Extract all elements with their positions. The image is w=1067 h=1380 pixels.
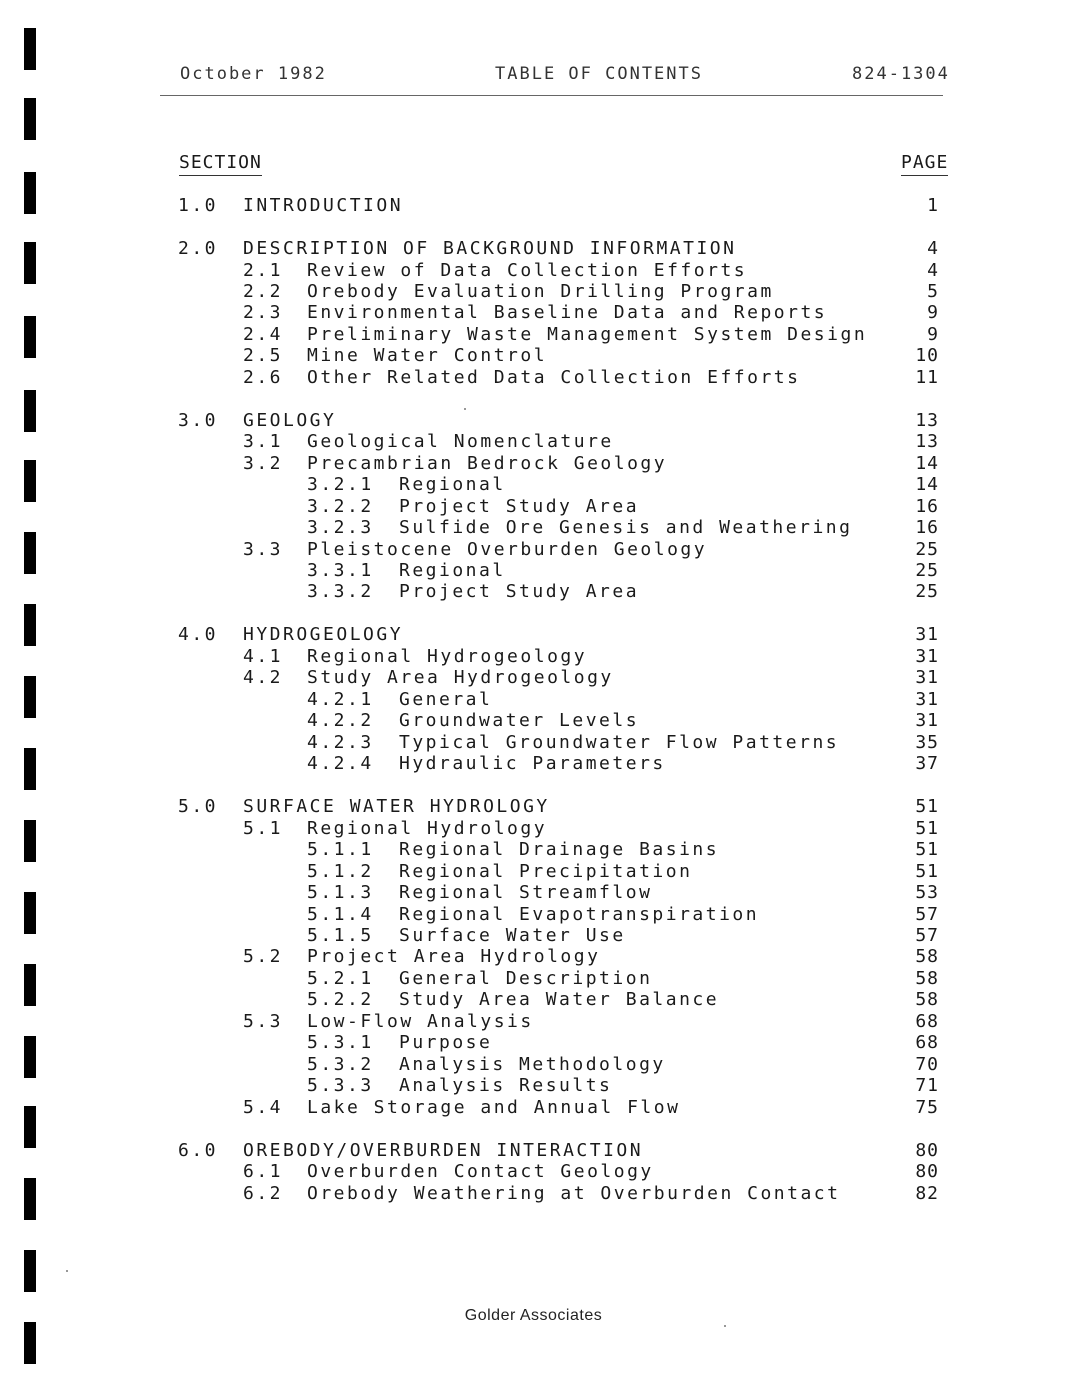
toc-entry-number: 5.3.1	[307, 1032, 374, 1054]
toc-entry-number: 3.2	[243, 452, 284, 474]
toc-entry-title: GEOLOGY	[243, 409, 337, 431]
toc-entry-page: 31	[915, 645, 939, 667]
toc-entry-page: 16	[915, 495, 939, 517]
toc-entry-number: 3.2.1	[307, 474, 374, 496]
toc-entry-title: Regional Precipitation	[399, 860, 693, 882]
toc-entry-number: 3.3.1	[307, 559, 374, 581]
toc-entry-page: 9	[927, 323, 939, 345]
toc-entry-title: Regional Hydrology	[307, 817, 548, 839]
scan-speck	[464, 408, 466, 410]
toc-entry-page: 13	[915, 431, 939, 453]
binding-mark	[24, 98, 36, 140]
toc-entry-number: 1.0	[178, 195, 219, 216]
toc-entry-title: Regional	[399, 474, 506, 496]
toc-entry	[0, 753, 1067, 775]
header-doc-number: 824-1304	[852, 64, 950, 84]
toc-entry	[0, 474, 1067, 496]
section-column-heading: SECTION	[179, 152, 262, 176]
footer-company: Golder Associates	[464, 1307, 603, 1324]
header-title: TABLE OF CONTENTS	[495, 64, 703, 84]
toc-entry-number: 4.2	[243, 667, 284, 689]
toc-entry-title: Purpose	[399, 1032, 493, 1054]
toc-entry-page: 11	[915, 366, 939, 388]
toc-entry-number: 2.3	[243, 302, 284, 324]
toc-entry	[0, 667, 1067, 689]
toc-entry-title: Project Study Area	[399, 495, 640, 517]
toc-entry-page: 25	[915, 538, 939, 560]
toc-entry-number: 5.4	[243, 1096, 284, 1118]
toc-entry-page: 53	[915, 882, 939, 903]
toc-entry-page: 51	[915, 796, 939, 818]
toc-entry-number: 2.0	[178, 238, 219, 259]
toc-entry	[0, 517, 1067, 539]
toc-entry-title: Other Related Data Collection Efforts	[307, 366, 801, 388]
toc-entry	[0, 345, 1067, 367]
toc-entry	[0, 818, 1067, 840]
toc-entry-title: HYDROGEOLOGY	[243, 624, 404, 646]
toc-entry-page: 80	[915, 1161, 939, 1182]
binding-mark	[24, 28, 36, 70]
toc-entry-title: Pleistocene Overburden Geology	[307, 538, 708, 560]
toc-entry-page: 80	[915, 1139, 939, 1161]
toc-entry	[0, 195, 1067, 217]
toc-entry-page: 51	[915, 839, 939, 861]
toc-entry-title: SURFACE WATER HYDROLOGY	[243, 796, 550, 818]
toc-entry-number: 5.1.5	[307, 924, 374, 946]
toc-entry-title: General Description	[399, 967, 653, 989]
toc-entry-title: DESCRIPTION OF BACKGROUND INFORMATION	[243, 238, 737, 259]
toc-entry-title: Study Area Hydrogeology	[307, 667, 614, 689]
toc-entry	[0, 324, 1067, 346]
toc-entry-number: 3.2.3	[307, 517, 374, 538]
toc-entry-number: 5.3.3	[307, 1075, 374, 1097]
toc-entry	[0, 410, 1067, 432]
toc-entry-title: Analysis Methodology	[399, 1053, 666, 1075]
toc-entry-title: Orebody Weathering at Overburden Contact	[307, 1182, 841, 1204]
toc-entry	[0, 646, 1067, 668]
toc-entry	[0, 710, 1067, 732]
binding-mark	[24, 1322, 36, 1364]
toc-entry-page: 4	[927, 238, 939, 259]
toc-entry-number: 4.1	[243, 645, 284, 667]
toc-entry	[0, 260, 1067, 282]
toc-entry-title: Regional	[399, 559, 506, 581]
toc-entry-title: Preliminary Waste Management System Design	[307, 323, 868, 345]
toc-entry	[0, 624, 1067, 646]
toc-entry-title: Project Area Hydrology	[307, 946, 601, 968]
toc-entry	[0, 946, 1067, 968]
toc-entry	[0, 431, 1067, 453]
toc-entry-title: Low-Flow Analysis	[307, 1010, 534, 1032]
toc-entry	[0, 732, 1067, 754]
header-date: October 1982	[180, 64, 327, 84]
toc-entry-page: 9	[927, 302, 939, 324]
toc-entry-title: Typical Groundwater Flow Patterns	[399, 731, 840, 753]
toc-entry-page: 31	[915, 624, 939, 646]
toc-entry-number: 5.0	[178, 796, 219, 818]
toc-entry-number: 2.5	[243, 345, 284, 367]
scan-speck	[66, 1270, 68, 1272]
toc-entry	[0, 1140, 1067, 1162]
toc-entry-title: Regional Streamflow	[399, 882, 653, 903]
toc-entry-title: Environmental Baseline Data and Reports	[307, 302, 828, 324]
toc-entry-page: 1	[927, 195, 939, 216]
page-column-heading: PAGE	[901, 152, 948, 176]
toc-entry-number: 2.2	[243, 281, 284, 302]
toc-entry-title: Review of Data Collection Efforts	[307, 259, 748, 281]
toc-entry-title: Regional Drainage Basins	[399, 839, 720, 861]
toc-entry-page: 57	[915, 903, 939, 925]
toc-entry-title: Regional Evapotranspiration	[399, 903, 760, 925]
toc-entry-number: 6.0	[178, 1139, 219, 1161]
toc-entry	[0, 904, 1067, 926]
toc-entry-title: Sulfide Ore Genesis and Weathering	[399, 517, 853, 538]
toc-entry-title: Hydraulic Parameters	[399, 753, 666, 775]
toc-entry	[0, 238, 1067, 260]
toc-entry-title: OREBODY/OVERBURDEN INTERACTION	[243, 1139, 644, 1161]
toc-entry-title: Orebody Evaluation Drilling Program	[307, 281, 774, 302]
toc-entry-title: Mine Water Control	[307, 345, 548, 367]
toc-entry	[0, 861, 1067, 883]
toc-entry-page: 14	[915, 452, 939, 474]
toc-entry-title: Groundwater Levels	[399, 710, 640, 732]
toc-entry-number: 6.2	[243, 1182, 284, 1204]
toc-entry-page: 25	[915, 581, 939, 603]
toc-entry-title: General	[399, 688, 493, 710]
toc-entry	[0, 1161, 1067, 1183]
toc-entry-title: Lake Storage and Annual Flow	[307, 1096, 681, 1118]
toc-entry-title: INTRODUCTION	[243, 195, 404, 216]
toc-entry-number: 5.2.2	[307, 989, 374, 1011]
toc-entry-number: 5.3	[243, 1010, 284, 1032]
toc-entry	[0, 882, 1067, 904]
toc-entry	[0, 1097, 1067, 1119]
toc-entry-page: 58	[915, 989, 939, 1011]
toc-entry-page: 58	[915, 967, 939, 989]
toc-entry-page: 82	[915, 1182, 939, 1204]
toc-entry-title: Geological Nomenclature	[307, 431, 614, 453]
toc-entry-number: 3.3	[243, 538, 284, 560]
toc-entry-title: Project Study Area	[399, 581, 640, 603]
header-rule	[160, 95, 943, 96]
toc-entry-number: 4.0	[178, 624, 219, 646]
toc-entry-number: 5.1	[243, 817, 284, 839]
toc-entry-number: 3.3.2	[307, 581, 374, 603]
toc-entry-title: Surface Water Use	[399, 924, 626, 946]
toc-entry	[0, 1032, 1067, 1054]
toc-entry-number: 4.2.1	[307, 688, 374, 710]
toc-entry-page: 10	[915, 345, 939, 367]
toc-entry	[0, 560, 1067, 582]
toc-entry	[0, 281, 1067, 303]
toc-entry-number: 4.2.3	[307, 731, 374, 753]
toc-entry-number: 4.2.4	[307, 753, 374, 775]
toc-entry-number: 5.2.1	[307, 967, 374, 989]
toc-entry-page: 31	[915, 667, 939, 689]
toc-entry-page: 31	[915, 688, 939, 710]
toc-entry-number: 5.3.2	[307, 1053, 374, 1075]
toc-entry-title: Precambrian Bedrock Geology	[307, 452, 668, 474]
toc-entry-number: 5.2	[243, 946, 284, 968]
toc-entry	[0, 581, 1067, 603]
toc-entry-number: 5.1.3	[307, 882, 374, 903]
toc-entry	[0, 1183, 1067, 1205]
toc-entry-page: 37	[915, 753, 939, 775]
toc-entry-title: Study Area Water Balance	[399, 989, 720, 1011]
toc-entry	[0, 1075, 1067, 1097]
toc-entry	[0, 539, 1067, 561]
toc-entry-page: 4	[927, 259, 939, 281]
toc-entry-page: 25	[915, 559, 939, 581]
toc-entry-title: Overburden Contact Geology	[307, 1161, 654, 1182]
toc-entry-title: Regional Hydrogeology	[307, 645, 588, 667]
toc-entry	[0, 1011, 1067, 1033]
toc-entry	[0, 302, 1067, 324]
toc-entry	[0, 968, 1067, 990]
toc-entry-number: 2.6	[243, 366, 284, 388]
scan-speck	[724, 1325, 726, 1327]
toc-entry-number: 3.0	[178, 409, 219, 431]
toc-entry	[0, 689, 1067, 711]
toc-entry-page: 75	[915, 1096, 939, 1118]
binding-mark	[24, 1250, 36, 1292]
toc-entry-page: 14	[915, 474, 939, 496]
toc-entry-page: 57	[915, 924, 939, 946]
toc-entry-page: 35	[915, 731, 939, 753]
toc-entry-page: 51	[915, 817, 939, 839]
toc-entry-page: 71	[915, 1075, 939, 1097]
toc-entry-page: 68	[915, 1010, 939, 1032]
toc-entry-page: 16	[915, 517, 939, 538]
toc-entry	[0, 496, 1067, 518]
toc-entry-number: 5.1.1	[307, 839, 374, 861]
toc-entry	[0, 796, 1067, 818]
toc-entry-page: 5	[927, 281, 939, 302]
toc-entry-number: 4.2.2	[307, 710, 374, 732]
toc-entry-page: 31	[915, 710, 939, 732]
toc-entry-number: 5.1.2	[307, 860, 374, 882]
toc-entry-number: 2.4	[243, 323, 284, 345]
toc-entry	[0, 453, 1067, 475]
toc-entry	[0, 989, 1067, 1011]
toc-entry-page: 70	[915, 1053, 939, 1075]
toc-entry-page: 51	[915, 860, 939, 882]
toc-entry-title: Analysis Results	[399, 1075, 613, 1097]
toc-entry-number: 3.2.2	[307, 495, 374, 517]
toc-entry-page: 68	[915, 1032, 939, 1054]
toc-entry-number: 2.1	[243, 259, 284, 281]
toc-entry	[0, 1054, 1067, 1076]
toc-entry	[0, 839, 1067, 861]
toc-entry-page: 13	[915, 409, 939, 431]
toc-entry-number: 3.1	[243, 431, 284, 453]
toc-entry	[0, 367, 1067, 389]
toc-entry-number: 5.1.4	[307, 903, 374, 925]
toc-entry-number: 6.1	[243, 1161, 284, 1182]
toc-entry	[0, 925, 1067, 947]
toc-entry-page: 58	[915, 946, 939, 968]
